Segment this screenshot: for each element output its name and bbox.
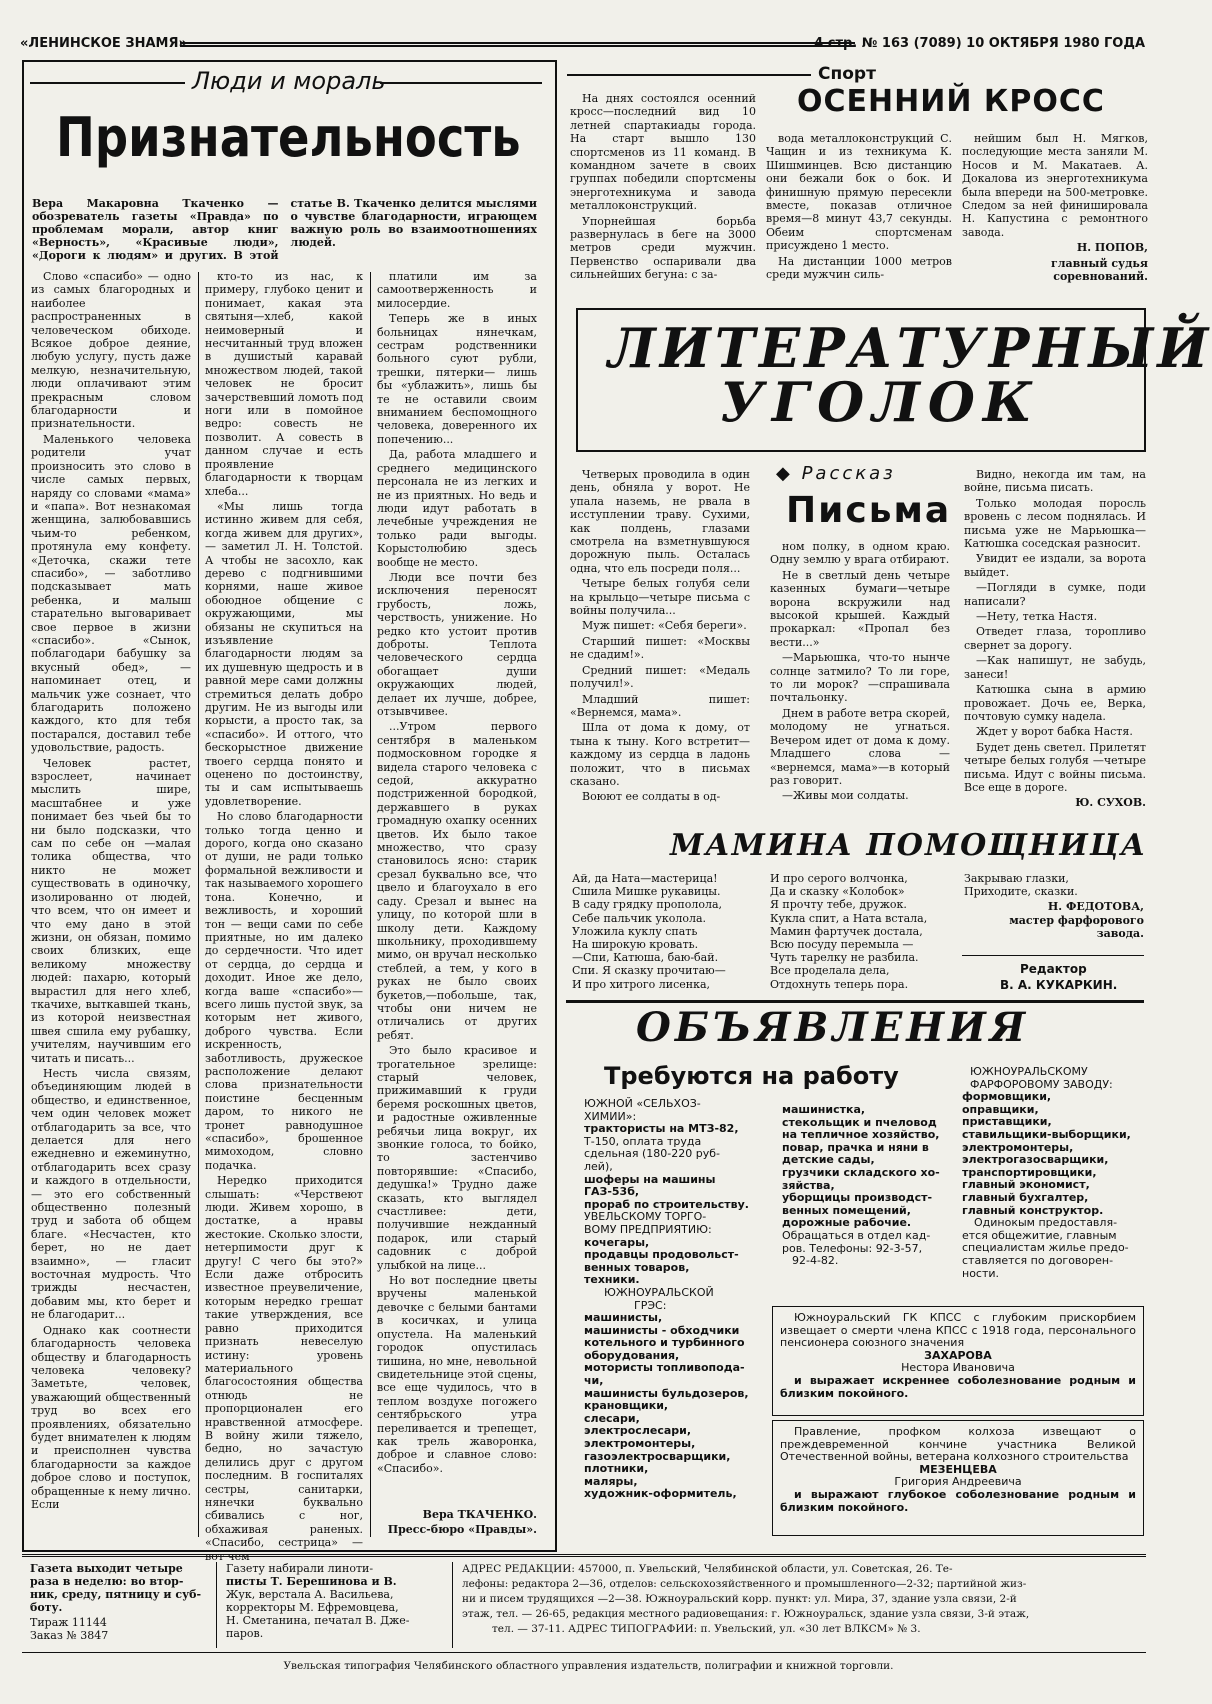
footer-line: раза в неделю: во втор- bbox=[30, 1575, 184, 1588]
footer-divider bbox=[452, 1562, 453, 1648]
story-paragraph: —Погляди в сумке, поди написали? bbox=[964, 581, 1146, 608]
masthead-newspaper-name: «ЛЕНИНСКОЕ ЗНАМЯ» bbox=[20, 36, 187, 51]
ad-line: кочегары, bbox=[584, 1235, 650, 1249]
story-paragraph: Увидит ее издали, за ворота выйдет. bbox=[964, 552, 1146, 579]
poem-line: Закрываю глазки, bbox=[964, 872, 1069, 885]
ad-line: ГАЗ-53б, bbox=[584, 1185, 640, 1199]
poem-line: Спи. Я сказку прочитаю— bbox=[572, 964, 726, 978]
footer-line: АДРЕС РЕДАКЦИИ: 457000, п. Увельский, Челябинской области, ул. Советская, 26. Те- bbox=[462, 1563, 953, 1575]
ad-line: повар, прачка и няни в bbox=[782, 1140, 929, 1154]
footer-line: тел. — 37-11. АДРЕС ТИПОГРАФИИ: п. Увельский, ул. «30 лет ВЛКСМ» № 3. bbox=[492, 1623, 921, 1635]
story-paragraph: —Живы мои солдаты. bbox=[782, 789, 909, 803]
sport-rubric: Спорт bbox=[818, 64, 876, 84]
obituary-text: Правление, профком колхоза извещают о преждевременной кончине участника Великой Отечественной войны, ветерана колхозного строительства bbox=[780, 1425, 1136, 1464]
ad-line: чи, bbox=[584, 1374, 604, 1388]
sport-paragraph: На днях состоялся осенний кросс—последний вид 10 летней спартакиады города. На старт вышло 130 спортсменов из 11 команд. В командном зачете в своих группах победили спортсмены энерготехникума и завода металлоконструкций. bbox=[570, 92, 756, 213]
ad-line: шоферы на машины bbox=[584, 1172, 716, 1186]
ad-line: транспортировщики, bbox=[962, 1165, 1097, 1179]
ad-line: главный конструктор. bbox=[962, 1203, 1104, 1217]
story-column-1 bbox=[570, 468, 750, 804]
ad-line: прораб по строительству. bbox=[584, 1197, 749, 1211]
sport-column-2 bbox=[766, 132, 952, 292]
poem-line: Чуть тарелку не разбила. bbox=[770, 951, 919, 965]
story-paragraph: Только молодая поросль вровень с лесом поднялась. И письма уже не Марьюшка—Катюшка соседская разносит. bbox=[964, 496, 1146, 551]
poem-line: И про серого волчонка, bbox=[770, 872, 908, 885]
ad-line: грузчики складского хо- bbox=[782, 1165, 940, 1179]
ad-line: ФАРФОРОВОМУ ЗАВОДУ: bbox=[970, 1077, 1113, 1091]
morals-paragraph: Нередко приходится слышать: «Черствеют люди. Живем хорошо, в достатке, а нравы жестокие. Сколько злости, нетерпимости друг к другу! С чего бы это?» Если даже отбросить известное преувеличение, которым нередко грешат такие утверждения, все равно приходится признать невеселую истину: уровень материального благосостояния общества отнюдь не пропорционален его нравственной атмосфере. В войну жили тяжело, бедно, но зачастую делились друг с другом последним. В госпиталях сестры, санитарки, нянечки буквально сбивались с ног, обхаживая раненых. «Спасибо, сестрица» — вот чем bbox=[205, 1174, 363, 1563]
poem-line: Да и сказку «Колобок» bbox=[770, 885, 905, 899]
masthead bbox=[20, 34, 1145, 54]
footer-typeset bbox=[226, 1562, 422, 1640]
poem-line: Ай, да Ната—мастерица! bbox=[572, 872, 718, 885]
sport-column-1 bbox=[570, 92, 756, 292]
ad-line: продавцы продовольст- bbox=[584, 1248, 739, 1262]
story-title: Письма bbox=[786, 490, 952, 531]
ad-line: электрослесари, bbox=[584, 1424, 692, 1438]
story-paragraph: Шла от дома к дому, от тына к тыну. Кого встретит—каждому из сердца в ладонь положит, что в письмах сказано. bbox=[570, 721, 750, 788]
footer-line: этаж, тел. — 26-65, редакция местного радиовещания: г. Южноуральск, здание узла связи, 3-й этаж, bbox=[462, 1608, 1030, 1620]
story-column-3 bbox=[964, 468, 1146, 808]
poem-line: Приходите, сказки. bbox=[964, 885, 1078, 899]
story-paragraph: Днем в работе ветра скорей, молодому не угнаться. Вечером идет от дома к дому. Младшего слова — «вернемся, мама»—в который раз говорит. bbox=[770, 706, 950, 787]
sport-column-3 bbox=[962, 132, 1148, 292]
footer-printer: Увельская типография Челябинского областного управления издательств, полиграфии и книжной торговли. bbox=[283, 1660, 894, 1672]
story-paragraph: Отведет глаза, торопливо свернет за дорогу. bbox=[964, 625, 1146, 652]
editor-rule bbox=[962, 955, 1144, 956]
poem-column-2 bbox=[770, 872, 927, 991]
ad-line: венных товаров, bbox=[584, 1260, 690, 1274]
obituary-text: Южноуральский ГК КПСС с глубоким прискорбием извещает о смерти члена КПСС с 1918 года, персонального пенсионера союзного значения bbox=[780, 1311, 1136, 1350]
footer-line: паров. bbox=[226, 1627, 264, 1640]
ad-line: венных помещений, bbox=[782, 1203, 911, 1217]
poem-signature: Н. ФЕДОТОВА, bbox=[1047, 900, 1144, 914]
story-rubric-text: Рассказ bbox=[801, 463, 896, 484]
masthead-issue-info: 4 стр. № 163 (7089) 10 ОКТЯБРЯ 1980 ГОДА bbox=[814, 36, 1145, 51]
obituary-surname: МЕЗЕНЦЕВА bbox=[919, 1462, 997, 1476]
obituary-1 bbox=[780, 1312, 1136, 1400]
ad-line: дорожные рабочие. bbox=[782, 1216, 912, 1230]
poem-line: Себе пальчик уколола. bbox=[572, 911, 707, 925]
ad-line: стекольщик и пчеловод bbox=[782, 1115, 937, 1129]
footer-order: Заказ № 3847 bbox=[30, 1629, 109, 1642]
poem-line: —Спи, Катюша, баю-бай. bbox=[572, 951, 719, 965]
footer-line: Газета выходит четыре bbox=[30, 1562, 183, 1575]
story-paragraph: Муж пишет: «Себя береги». bbox=[582, 619, 747, 633]
masthead-rule bbox=[180, 42, 855, 47]
poem-line: На широкую кровать. bbox=[572, 938, 699, 952]
morals-rubric: Люди и мораль bbox=[192, 67, 386, 95]
ad-line: ставляется по договорен- bbox=[962, 1253, 1114, 1267]
sport-signature: Н. ПОПОВ, bbox=[1076, 241, 1148, 255]
footer-line: Жук, верстала А. Васильева, bbox=[226, 1588, 394, 1601]
story-paragraph: Средний пишет: «Медаль получил!». bbox=[570, 663, 750, 691]
morals-paragraph: «Мы лишь тогда истинно живем для себя, когда живем для других», — заметил Л. Н. Толстой. А чтобы не засохло, как дерево с подгнившими корнями, наше живое обоюдное общение с окружающими, мы обязаны не скупиться на изъявление благодарности людям за их душевную щедрость и в равной мере сами должны стремиться делать добро другим. Не из выгоды или корысти, а просто так, за «спасибо». И оттого, что бескорыстное движение твоего сердца понято и оценено по достоинству, ты и сам испытываешь удовлетворение. bbox=[205, 499, 363, 808]
ad-line: специалистам жилье предо- bbox=[962, 1241, 1129, 1255]
ads-title: ОБЪЯВЛЕНИЯ bbox=[636, 1004, 1030, 1051]
ad-line: приставщики, bbox=[962, 1115, 1052, 1129]
ad-line: на тепличное хозяйство, bbox=[782, 1128, 940, 1142]
poem-line: Все проделала дела, bbox=[770, 964, 890, 978]
ad-line: главный экономист, bbox=[962, 1178, 1090, 1192]
ad-line: котельного и турбинного bbox=[584, 1336, 745, 1350]
footer-address bbox=[462, 1562, 1146, 1637]
ad-line: ГРЭС: bbox=[634, 1298, 667, 1312]
story-paragraph: ном полку, в одном краю. Одну землю у врага отбирают. bbox=[770, 540, 950, 567]
poem-line: И про хитрого лисенка, bbox=[572, 977, 710, 991]
story-paragraph: Воюют ее солдаты в од- bbox=[582, 790, 721, 804]
ads-top-rule bbox=[566, 1000, 1144, 1003]
sport-rule bbox=[567, 74, 811, 76]
footer-bottom-rule bbox=[22, 1652, 1146, 1653]
ad-line: трактористы на МТЗ-82, bbox=[584, 1122, 739, 1136]
morals-paragraph: Однако как соотнести благодарность человека обществу и благодарность человека человеку? Заметьте, человек, уважающий общественный труд во всех его проявлениях, обязательно будет внимателен к людям и преисполнен чувства благодарности за каждое доброе слово и поступок, обращенные к нему лично. Если bbox=[31, 1323, 191, 1511]
ads-column-2 bbox=[782, 1104, 962, 1268]
story-paragraph: Четверых проводила в один день, обняла у ворот. Не упала наземь, не рвала в исступлении траву. Сухими, как полдень, глазами смотрела на взметнувшуюся дорожную пыль. Осталась одна, что ель посреди поля... bbox=[570, 468, 750, 575]
story-paragraph: —Марьюшка, что-то нынче солнце затмило? То ли горе, то ли морок? —спрашивала почтальонку. bbox=[770, 651, 950, 705]
sport-paragraph: Упорнейшая борьба развернулась в беге на 3000 метров среди мужчин. Первенство оспаривали два сильнейших бегуна: с за- bbox=[570, 214, 756, 282]
poem-line: Отдохнуть теперь пора. bbox=[770, 977, 909, 991]
ad-line: оправщики, bbox=[962, 1102, 1039, 1116]
morals-intro-text: Вера Макаровна Ткаченко —обозреватель газеты «Правда» по проблемам морали, автор книг «Верность», «Красивые люди», «Дороги к людям» и других. В этой статье В. Ткаченко делится мыслями о чувстве благодарности, играющем важную роль во взаимоотношениях людей. bbox=[32, 197, 537, 262]
ad-line: оборудования, bbox=[584, 1348, 680, 1362]
diamond-icon: ◆ bbox=[776, 463, 802, 484]
ad-line: сдельная (180-220 руб- bbox=[584, 1147, 720, 1161]
footer-line: корректоры М. Ефремовцева, bbox=[226, 1601, 399, 1614]
ad-line: Обращаться в отдел кад- bbox=[782, 1228, 931, 1242]
ad-line: крановщики, bbox=[584, 1399, 669, 1413]
ads-subtitle: Требуются на работу bbox=[604, 1062, 899, 1090]
morals-rubric-rule-left bbox=[30, 82, 185, 84]
editor-name: В. А. КУКАРКИН. bbox=[1000, 978, 1118, 992]
footer-line: лефоны: редактора 2—36, отделов: сельскохозяйственного и промышленного—2-32; партийной жиз- bbox=[462, 1578, 1027, 1590]
story-paragraph: —Как напишут, не забудь, занеси! bbox=[964, 654, 1146, 681]
morals-paragraph: Да, работа младшего и среднего медицинского персонала не из легких и не из приятных. Но ведь и люди идут работать в лечебные учреждения не только ради выгоды. Корыстолюбию здесь вообще не место. bbox=[377, 448, 537, 569]
ad-line: уборщицы производст- bbox=[782, 1191, 933, 1205]
morals-paragraph: Но слово благодарности только тогда ценно и дорого, когда оно сказано от души, не ради только формальной вежливости и так называемого хорошего тона. Конечно, и вежливость, и хороший тон — вещи сами по себе приятные, но им далеко до сердечности. Что идет от сердца, до сердца и доходит. Иное же дело, когда ваше «спасибо»— всего лишь пустой звук, за которым нет живого, доброго чувства. Если искренность, заботливость, дружеское расположение делают слова признательности поистине бесценным даром, то никого не тронет равнодушное «спасибо», брошенное мимоходом, словно подачка. bbox=[205, 810, 363, 1172]
poem-line: Уложила куклу спать bbox=[572, 924, 698, 938]
poem-line: Я прочту тебе, дружок. bbox=[770, 898, 907, 912]
literary-title-line2: УГОЛОК bbox=[720, 370, 1041, 434]
ad-line: детские сады, bbox=[782, 1153, 875, 1167]
ad-line: Т-150, оплата труда bbox=[584, 1134, 702, 1148]
morals-paragraph: Теперь же в иных больницах нянечкам, сестрам родственники больного суют рубли, трешки, пятерки— лишь бы «ублажить», лишь бы те не оставили своим вниманием беспомощного человека, доверенного их попечению... bbox=[377, 312, 537, 446]
morals-column-1 bbox=[31, 270, 191, 1535]
ad-line: Одинокым предоставля- bbox=[974, 1216, 1118, 1230]
ad-line: ВОМУ ПРЕДПРИЯТИЮ: bbox=[584, 1222, 712, 1236]
poem-signature-role: мастер фарфорового завода. bbox=[1009, 913, 1144, 940]
ad-line: электромонтеры, bbox=[584, 1437, 696, 1451]
story-paragraph: Не в светлый день четыре казенных бумаги—четыре ворона вскружили над высокой крышей. Каждый прокаркал: «Пропал без вести...» bbox=[770, 568, 950, 649]
footer-line: писты Т. Берешинова и В. bbox=[226, 1575, 397, 1588]
ad-line: формовщики, bbox=[962, 1090, 1052, 1104]
morals-paragraph: ...Утром первого сентября в маленьком подмосковном городке я видела старого человека с седой, аккуратно подстриженной бородкой, державшего в руках громадную охапку осенних цветов. Их было такое множество, что сразу становилось ясно: старик срезал буквально все, что цвело и благоухало в его саду. Срезал и вынес на улицу, по которой шли в школу дети. Каждому школьнику, проходившему мимо, он вручал несколько стеблей, а тем, у кого в руках не было своих букетов,—побольше, так, чтобы они ничем не отличались от других ребят. bbox=[377, 720, 537, 1042]
column-divider bbox=[198, 272, 199, 1537]
morals-column-2 bbox=[205, 270, 363, 1563]
literary-title-line1: ЛИТЕРАТУРНЫЙ bbox=[608, 316, 1212, 380]
ad-line: ЮЖНОУРАЛЬСКОЙ bbox=[604, 1285, 714, 1299]
footer-line: Газету набирали линоти- bbox=[226, 1562, 374, 1575]
ad-line: слесари, bbox=[584, 1411, 640, 1425]
story-paragraph: Ждет у ворот бабка Настя. bbox=[976, 725, 1133, 739]
sport-paragraph: вода металлоконструкций С. Чащин и из техникума К. Шишминцев. Всю дистанцию они бежали бок о бок. И финишную прямую пересекли вместе, показав отличное время—8 минут 43,7 секунды. Обеим спортсменам присуждено 1 место. bbox=[766, 132, 952, 253]
morals-signature bbox=[377, 1508, 537, 1539]
morals-paragraph: платили им за самоотверженность и милосердие. bbox=[377, 270, 537, 310]
sport-paragraph: нейшим был Н. Мягков, последующие места заняли М. Носов и М. Макатаев. А. Докалова из энерготехникума была впереди на 500-метровке. Следом за ней финишировала Н. Капустина с ремонтного завода. bbox=[962, 132, 1148, 239]
poem-line: В саду грядку прополола, bbox=[572, 898, 723, 912]
morals-paragraph: Это было красивое и трогательное зрелище: старый человек, прижимавший к груди беремя роскошных цветов, и радостные оживленные ребячьи лица вокруг, их звонкие голоса, то бойко, то застенчиво повторявшие: «Спасибо, дедушка!» Трудно даже сказать, кто выглядел счастливее: дети, получившие нежданный подарок, или старый садовник с доброй улыбкой на лице... bbox=[377, 1044, 537, 1272]
story-paragraph: —Нету, тетка Настя. bbox=[976, 610, 1098, 624]
ads-column-1 bbox=[584, 1098, 764, 1501]
footer-divider bbox=[216, 1562, 217, 1648]
ads-column-3 bbox=[962, 1066, 1144, 1280]
obituary-name: Григория Андреевича bbox=[894, 1475, 1022, 1489]
ad-line: 92-4-82. bbox=[792, 1254, 839, 1268]
ad-line: ЮЖНОЙ «СЕЛЬХОЗ- bbox=[584, 1097, 701, 1110]
ad-line: ности. bbox=[962, 1266, 1000, 1280]
story-paragraph: Четыре белых голубя сели на крыльцо—четыре письма с войны получила... bbox=[570, 577, 750, 618]
sport-signature-role: главный судья соревнований. bbox=[1051, 256, 1148, 284]
ad-line: газоэлектросварщики, bbox=[584, 1449, 731, 1463]
footer-line: Н. Сметанина, печатал В. Дже- bbox=[226, 1614, 410, 1627]
morals-paragraph: Но вот последние цветы вручены маленькой девочке с белыми бантами в косичках, и улица опустела. На маленький городок опустилась тишина, но мне, невольной свидетельнице этой сцены, все еще чудилось, что в теплом воздухе погожего сентябрьского утра переливается и трепещет, как трель жаворонка, доброе и славное слово: «Спасибо». bbox=[377, 1274, 537, 1475]
footer-top-rule bbox=[22, 1554, 1146, 1557]
obituary-closing: и выражают глубокое соболезнование родным и близким покойного. bbox=[780, 1487, 1136, 1514]
story-paragraph: Старший пишет: «Москвы не сдадим!». bbox=[570, 634, 750, 662]
story-rubric bbox=[776, 463, 896, 484]
ad-line: машинистка, bbox=[782, 1103, 866, 1116]
ad-line: техники. bbox=[584, 1273, 640, 1287]
ad-line: мотористы топливопода- bbox=[584, 1361, 745, 1375]
ad-line: ЮЖНОУРАЛЬСКОМУ bbox=[970, 1065, 1088, 1078]
footer-line: ник, среду, пятницу и суб- bbox=[30, 1588, 202, 1601]
ad-line: машинисты, bbox=[584, 1311, 663, 1325]
morals-title: Признательность bbox=[56, 106, 521, 169]
story-signature: Ю. СУХОВ. bbox=[1075, 796, 1146, 810]
poem-line: Сшила Мишке рукавицы. bbox=[572, 885, 721, 899]
ad-line: ставильщики-выборщики, bbox=[962, 1127, 1131, 1141]
morals-column-3 bbox=[377, 270, 537, 1506]
ad-line: машинисты - обходчики bbox=[584, 1323, 740, 1337]
morals-author: Вера ТКАЧЕНКО. bbox=[422, 1508, 537, 1521]
morals-rubric-rule-right bbox=[380, 82, 542, 84]
story-paragraph: Видно, некогда им там, на войне, письма писать. bbox=[964, 468, 1146, 495]
poem-column-1 bbox=[572, 872, 726, 991]
footer-circulation: Тираж 11144 bbox=[30, 1616, 107, 1629]
poem-line: Кукла спит, а Ната встала, bbox=[770, 911, 928, 925]
ad-line: зяйства, bbox=[782, 1178, 835, 1192]
morals-paragraph: Несть числа связям, объединяющим людей в общество, и единственное, чем один человек может отблагодарить за все, что делается для него ежедневно и ежеминутно, отблагодарить всех сразу и каждого в отдельности, — это его собственный общественно полезный труд и забота об общем благе. «Несчастен, кто берет, но не дает взаимно», — гласит восточная мудрость. Что трижды несчастен, добавим мы, кто берет и не благодарит... bbox=[31, 1066, 191, 1322]
morals-paragraph: Слово «спасибо» — одно из самых благородных и наиболее распространенных в человеческом обиходе. Всякое доброе деяние, любую услугу, пусть даже мелкую, незначительную, люди оплачивают этим прекрасным словом благодарности и признательности. bbox=[31, 270, 191, 431]
ad-line: УВЕЛЬСКОМУ ТОРГО- bbox=[584, 1210, 707, 1224]
ad-line: лей), bbox=[584, 1159, 613, 1173]
column-divider bbox=[370, 272, 371, 1537]
poem-line: Всю посуду перемыла — bbox=[770, 938, 914, 952]
morals-paragraph: кто-то из нас, к примеру, глубоко ценит и понимает, какая эта святыня—хлеб, какой неимоверный и несчитанный труд вложен в душистый каравай множеством людей, такой человек не бросит зачерствевший ломоть под ноги или в помойное ведро: совесть не позволит. А совесть в данном случае и есть проявление благодарности к творцам хлеба... bbox=[205, 270, 363, 498]
ad-line: главный бухгалтер, bbox=[962, 1190, 1089, 1204]
obituary-2 bbox=[780, 1426, 1136, 1514]
editor-label: Редактор bbox=[1020, 962, 1087, 976]
sport-paragraph: На дистанции 1000 метров среди мужчин силь- bbox=[766, 254, 952, 282]
ad-line: художник-оформитель, bbox=[584, 1487, 737, 1501]
obituary-closing: и выражает искреннее соболезнование родным и близким покойного. bbox=[780, 1373, 1136, 1400]
obituary-name: Нестора Ивановича bbox=[901, 1361, 1015, 1375]
footer-line: боту. bbox=[30, 1601, 63, 1614]
obituary-surname: ЗАХАРОВА bbox=[924, 1348, 992, 1362]
morals-source: Пресс-бюро «Правды». bbox=[387, 1523, 537, 1537]
ad-line: электрогазосварщики, bbox=[962, 1153, 1109, 1167]
morals-paragraph: Человек растет, взрослеет, начинает мыслить шире, масштабнее и уже понимает без чьей бы то ни было подсказки, что сам по себе он —малая толика общества, что никто не может существовать в одиночку, изолированно от людей, что всем, что он имеет и что ему дано в этой жизни, он обязан, помимо своих близких, еще великому множеству людей: пахарю, который вырастил для него хлеб, ткачихе, выткавшей ткань, из которой неизвестная швея сшила ему рубашку, учителям, научившим его читать и писать... bbox=[31, 756, 191, 1065]
ad-line: машинисты бульдозеров, bbox=[584, 1386, 749, 1400]
story-column-2 bbox=[770, 540, 950, 802]
story-paragraph: Младший пишет: «Вернемся, мама». bbox=[570, 692, 750, 719]
footer-schedule bbox=[30, 1562, 208, 1642]
poem-title: МАМИНА ПОМОЩНИЦА bbox=[670, 828, 1148, 863]
story-paragraph: Катюшка сына в армию провожает. Дочь ее, Верка, почтовую сумку надела. bbox=[964, 683, 1146, 723]
ad-line: маляры, bbox=[584, 1474, 638, 1488]
poem-column-3 bbox=[964, 872, 1144, 940]
footer-line: ни и писем трудящихся —2—38. Южноуральский корр. пункт: ул. Мира, 37, здание узла связи, 2-й bbox=[462, 1593, 1017, 1605]
sport-title: ОСЕННИЙ КРОСС bbox=[797, 84, 1105, 119]
ad-line: плотники, bbox=[584, 1462, 649, 1476]
ad-line: ров. Телефоны: 92-3-57, bbox=[782, 1241, 923, 1255]
morals-intro bbox=[32, 197, 537, 265]
poem-line: Мамин фартучек достала, bbox=[770, 924, 923, 938]
morals-paragraph: Маленького человека родители учат произносить это слово в числе самых первых, наряду со словами «мама» и «папа». Вот незнакомая женщина, залюбовавшись чьим-то ребенком, протянула ему конфету. «Деточка, скажи тете спасибо», — заботливо подсказывает мать ребенка, и малыш старательно выговаривает свое первое в жизни «спасибо». «Сынок, поблагодари бабушку за вкусный обед», —напоминает отец, и мальчик уже сознает, что благодарить положено каждого, кто для тебя постарался, доставил тебе удовольствие, радость. bbox=[31, 432, 191, 755]
morals-paragraph: Люди все почти без исключения переносят грубость, ложь, черствость, унижение. Но редко кто устоит против доброты. Теплота человеческого сердца обогащает души окружающих людей, делает их лучше, добрее, отзывчивее. bbox=[377, 570, 537, 718]
ad-line: ется общежитие, главным bbox=[962, 1228, 1117, 1242]
ad-line: ХИМИИ»: bbox=[584, 1109, 637, 1123]
ad-line: электромонтеры, bbox=[962, 1140, 1074, 1154]
story-paragraph: Будет день светел. Прилетят четыре белых голубя —четыре письма. Идут с войны письма. Все еще в дороге. bbox=[964, 740, 1146, 794]
